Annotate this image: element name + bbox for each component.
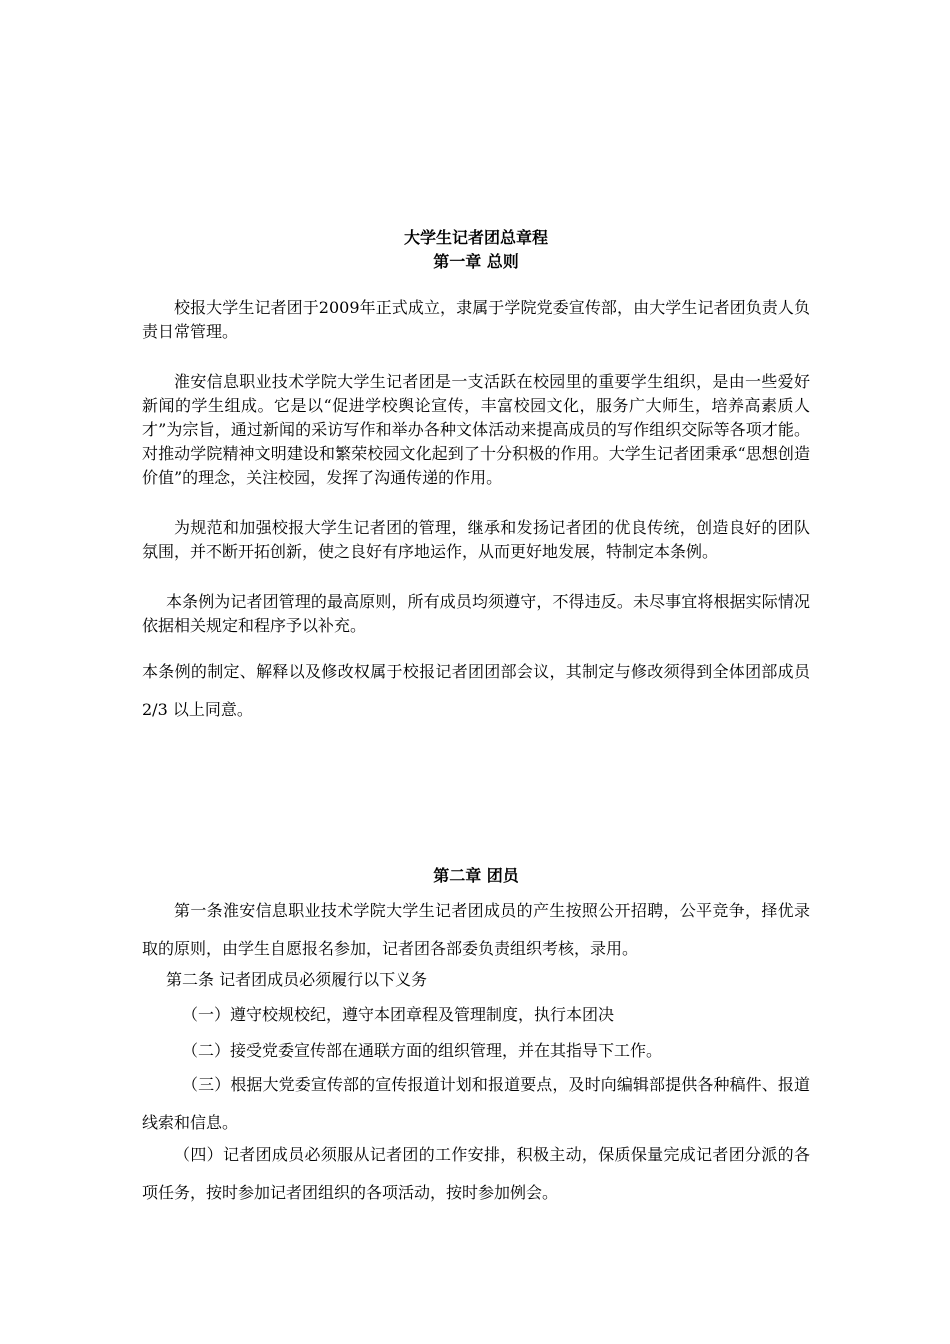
duty-item-4: （四）记者团成员必须服从记者团的工作安排，积极主动，保质保量完成记者团分派的各项任务，按时参加记者团组织的各项活动，按时参加例会。 [142, 1145, 810, 1202]
chapter-1-paragraph-4: 本条例为记者团管理的最高原则，所有成员均须遵守，不得违反。未尽事宜将根据实际情况依据相关规定和程序予以补充。 [142, 592, 810, 635]
duty-item-3: （三）根据大党委宣传部的宣传报道计划和报道要点，及时向编辑部提供各种稿件、报道线索和信息。 [142, 1075, 810, 1132]
chapter-1-heading: 第一章 总则 [433, 252, 519, 271]
duty-item-1: （一）遵守校规校纪，遵守本团章程及管理制度，执行本团决 [182, 1005, 615, 1024]
article-2: 第二条 记者团成员必须履行以下义务 [166, 970, 428, 989]
duty-item-2: （二）接受党委宣传部在通联方面的组织管理，并在其指导下工作。 [182, 1041, 663, 1060]
chapter-1-paragraph-3: 为规范和加强校报大学生记者团的管理，继承和发扬记者团的优良传统，创造良好的团队氛围，并不断开拓创新，使之良好有序地运作，从而更好地发展，特制定本条例。 [142, 518, 810, 561]
chapter-1-paragraph-5: 本条例的制定、解释以及修改权属于校报记者团团部会议，其制定与修改须得到全体团部成员 2/3 以上同意。 [142, 662, 810, 719]
article-1: 第一条淮安信息职业技术学院大学生记者团成员的产生按照公开招聘，公平竞争，择优录取的原则，由学生自愿报名参加，记者团各部委负责组织考核，录用。 [142, 901, 810, 958]
document-title: 大学生记者团总章程 [403, 228, 548, 247]
chapter-1-paragraph-2: 淮安信息职业技术学院大学生记者团是一支活跃在校园里的重要学生组织，是由一些爱好新闻的学生组成。它是以“促进学校舆论宣传，丰富校园文化，服务广大师生，培养高素质人才”为宗旨，通过新闻的采访写作和举办各种文体活动来提高成员的写作组织交际等各项才能。对推动学院精神文明建设和繁荣校园文化起到了十分积极的作用。大学生记者团秉承“思想创造价值”的理念，关注校园，发挥了沟通传递的作用。 [142, 372, 810, 487]
chapter-1-paragraph-1: 校报大学生记者团于2009年正式成立，隶属于学院党委宣传部，由大学生记者团负责人负责日常管理。 [142, 298, 810, 341]
chapter-2-heading: 第二章 团员 [433, 866, 519, 885]
